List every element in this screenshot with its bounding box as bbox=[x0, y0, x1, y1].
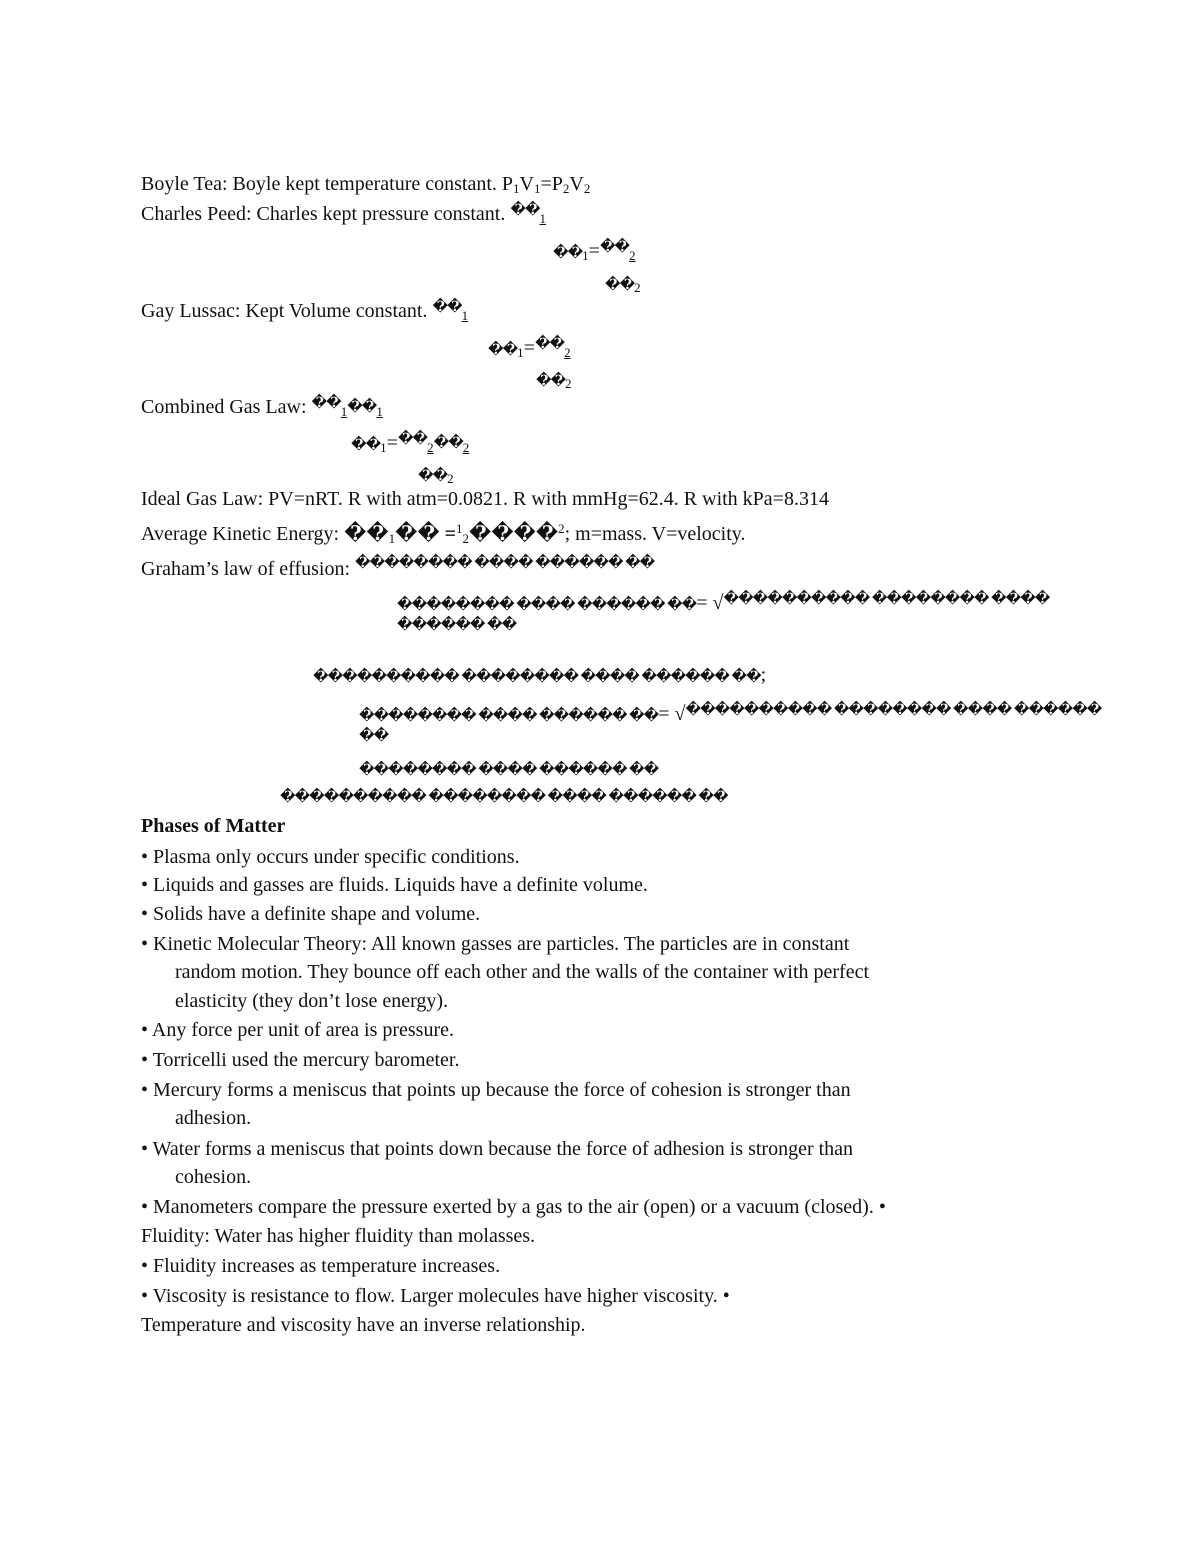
graham-row-7: �������� ���� ������ �� bbox=[359, 763, 659, 778]
gay-denominator bbox=[536, 368, 572, 395]
garbled-glyph: ���������� �������� ���� bbox=[723, 592, 1050, 607]
formula-sub: 2 bbox=[427, 440, 434, 455]
list-item: • Torricelli used the mercury barometer. bbox=[141, 1049, 460, 1071]
list-item: • Manometers compare the pressure exerted by a gas to the air (open) or a vacuum (closed). • bbox=[141, 1196, 886, 1218]
graham-text: Graham’s law of effusion: bbox=[141, 558, 356, 580]
boyle-text: V bbox=[569, 173, 584, 195]
gay-text: Gay Lussac: Kept Volume constant. bbox=[141, 300, 433, 322]
boyle-text: Boyle Tea: Boyle kept temperature constant. P bbox=[141, 173, 514, 195]
formula-eq: = √ bbox=[696, 592, 724, 614]
formula-sub: 2 bbox=[634, 280, 641, 295]
list-item: • Any force per unit of area is pressure. bbox=[141, 1019, 454, 1041]
formula-sub: 1 bbox=[539, 211, 547, 226]
list-item: • Plasma only occurs under specific conditions. bbox=[141, 846, 520, 868]
garbled-glyph: �� bbox=[347, 400, 377, 415]
garbled-glyph: �� bbox=[344, 523, 389, 545]
garbled-glyph: �� bbox=[418, 469, 448, 484]
formula-sub: 1 bbox=[517, 345, 524, 360]
garbled-glyph: �� bbox=[605, 278, 635, 293]
ideal-gas-line: Ideal Gas Law: PV=nRT. R with atm=0.0821. R with mmHg=62.4. R with kPa=8.314 bbox=[141, 488, 829, 510]
boyle-sub: 1 bbox=[533, 181, 541, 196]
list-item: • Water forms a meniscus that points down because the force of adhesion is stronger than bbox=[141, 1138, 854, 1160]
garbled-glyph: �� bbox=[397, 432, 428, 447]
graham-row-6: �� bbox=[359, 729, 389, 744]
list-item-continuation: adhesion. bbox=[175, 1107, 252, 1129]
charles-denominator bbox=[605, 272, 641, 299]
combined-text: Combined Gas Law: bbox=[141, 396, 312, 418]
formula-eq: = √ bbox=[658, 703, 686, 725]
garbled-glyph: �� bbox=[510, 203, 540, 218]
garbled-glyph: ���� bbox=[469, 523, 559, 545]
garbled-glyph: �� bbox=[432, 300, 462, 315]
list-item: Temperature and viscosity have an inverse relationship. bbox=[141, 1314, 586, 1336]
graham-line bbox=[141, 557, 654, 581]
formula-sub: 1 bbox=[461, 308, 469, 323]
boyle-text: V bbox=[519, 173, 534, 195]
garbled-glyph: �� bbox=[351, 438, 381, 453]
graham-row-2 bbox=[397, 592, 1049, 614]
graham-row-4 bbox=[313, 664, 766, 686]
formula-sup: 2 bbox=[558, 521, 565, 536]
list-item-continuation: random motion. They bounce off each other and the walls of the container with perfect bbox=[175, 961, 870, 983]
graham-row-8: ���������� �������� ���� ������ �� bbox=[280, 790, 728, 805]
list-item: Fluidity: Water has higher fluidity than molasses. bbox=[141, 1225, 536, 1247]
formula-sub: 2 bbox=[565, 376, 572, 391]
formula-sub: 2 bbox=[462, 531, 470, 546]
list-item: • Viscosity is resistance to flow. Larger molecules have higher viscosity. • bbox=[141, 1285, 730, 1307]
kinetic-text: ; m=mass. V=velocity. bbox=[564, 523, 746, 545]
combined-formula bbox=[351, 432, 469, 459]
section-heading: Phases of Matter bbox=[141, 815, 286, 837]
formula-sub: 1 bbox=[376, 404, 383, 419]
garbled-glyph: ���������� �������� ���� ������ bbox=[685, 703, 1102, 718]
boyle-sub: 2 bbox=[583, 181, 591, 196]
formula-sub: 1 bbox=[388, 531, 396, 546]
garbled-glyph: �� bbox=[599, 240, 630, 255]
formula-sub: 1 bbox=[582, 248, 589, 263]
formula-eq: = bbox=[386, 432, 398, 454]
boyle-text: =P bbox=[540, 173, 563, 195]
charles-line bbox=[141, 202, 546, 231]
formula-eq: = bbox=[523, 337, 535, 359]
formula-sub: 1 bbox=[380, 440, 387, 455]
list-item: • Kinetic Molecular Theory: All known gasses are particles. The particles are in constant bbox=[141, 933, 850, 955]
gay-line bbox=[141, 299, 468, 328]
kinetic-text: Average Kinetic Energy: bbox=[141, 523, 345, 545]
list-item: • Liquids and gasses are fluids. Liquids have a definite volume. bbox=[141, 874, 648, 896]
list-item-continuation: cohesion. bbox=[175, 1166, 252, 1188]
formula-sub: 1 bbox=[340, 404, 348, 419]
combined-denominator bbox=[418, 463, 454, 490]
formula-eq: = bbox=[588, 240, 600, 262]
formula-sub: 2 bbox=[564, 345, 571, 360]
kinetic-line bbox=[141, 517, 746, 551]
gay-formula bbox=[488, 337, 571, 364]
list-item: • Mercury forms a meniscus that points up because the force of cohesion is stronger than bbox=[141, 1079, 851, 1101]
garbled-glyph: ���������� �������� ���� ������ �� bbox=[313, 670, 761, 685]
charles-text: Charles Peed: Charles kept pressure constant. bbox=[141, 203, 511, 225]
graham-row-5 bbox=[359, 703, 1101, 725]
garbled-glyph: �� bbox=[553, 246, 583, 261]
boyle-line bbox=[141, 172, 590, 201]
formula-sub: 2 bbox=[447, 471, 454, 486]
charles-formula bbox=[553, 240, 636, 267]
garbled-glyph: �������� ���� ������ �� bbox=[359, 709, 659, 724]
formula-sub: 2 bbox=[462, 440, 470, 455]
garbled-glyph: �������� ���� ������ �� bbox=[397, 598, 697, 613]
formula-sub: 2 bbox=[629, 248, 636, 263]
garbled-glyph: �� bbox=[488, 343, 518, 358]
formula-sup: 1 bbox=[456, 521, 463, 536]
garbled-glyph: �� bbox=[536, 374, 566, 389]
list-item: • Solids have a definite shape and volume. bbox=[141, 903, 481, 925]
boyle-sub: 1 bbox=[513, 181, 520, 196]
graham-row-3: ������ �� bbox=[397, 618, 517, 633]
formula-punct: ; bbox=[760, 664, 767, 686]
list-item: • Fluidity increases as temperature increases. bbox=[141, 1255, 501, 1277]
boyle-sub: 2 bbox=[562, 181, 570, 196]
garbled-glyph: �������� ���� ������ �� bbox=[355, 556, 655, 571]
garbled-glyph: �� bbox=[433, 436, 463, 451]
garbled-glyph: �� bbox=[534, 337, 565, 352]
garbled-glyph: �� = bbox=[395, 523, 457, 545]
garbled-glyph: �� bbox=[311, 396, 341, 411]
combined-line bbox=[141, 395, 383, 424]
list-item-continuation: elasticity (they don’t lose energy). bbox=[175, 990, 449, 1012]
